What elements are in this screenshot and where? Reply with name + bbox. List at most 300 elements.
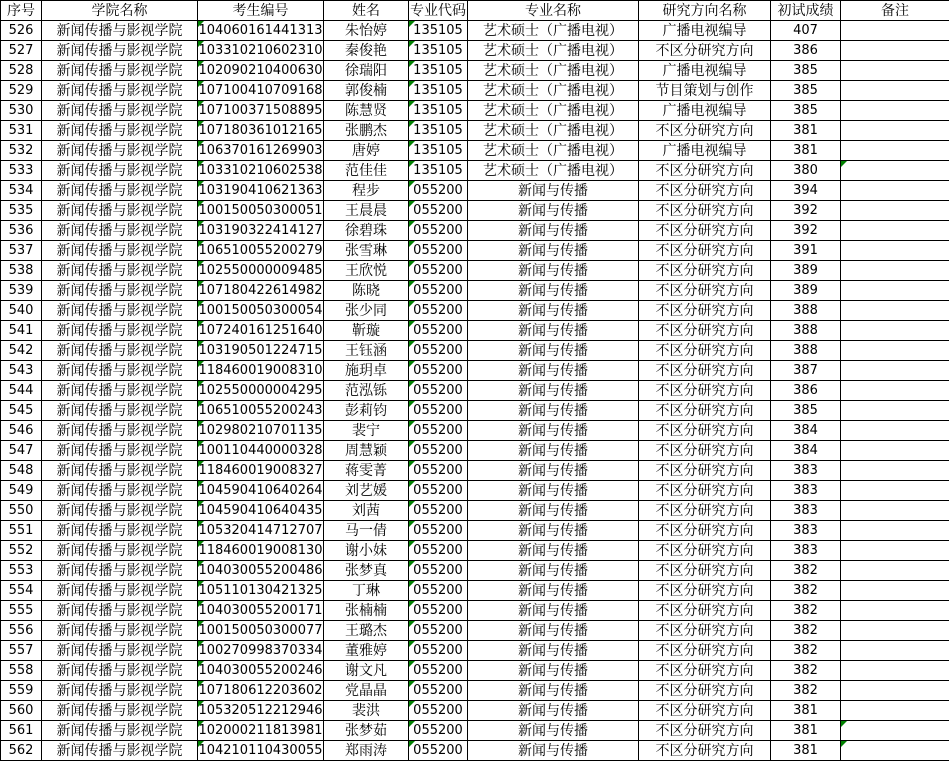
- cell-candidate_id[interactable]: [198, 81, 324, 101]
- cell-college[interactable]: [42, 401, 198, 421]
- cell-candidate_id[interactable]: [198, 281, 324, 301]
- cell-major_name[interactable]: [468, 181, 639, 201]
- cell-major_name[interactable]: [468, 141, 639, 161]
- cell-major_code[interactable]: [409, 101, 468, 121]
- cell-score[interactable]: [771, 281, 841, 301]
- cell-score[interactable]: [771, 221, 841, 241]
- cell-remark[interactable]: [841, 121, 949, 141]
- cell-college[interactable]: [42, 621, 198, 641]
- cell-direction[interactable]: [639, 701, 771, 721]
- cell-name[interactable]: [324, 421, 409, 441]
- cell-direction[interactable]: [639, 301, 771, 321]
- cell-major_name[interactable]: [468, 101, 639, 121]
- cell-candidate_id[interactable]: [198, 561, 324, 581]
- cell-college[interactable]: [42, 561, 198, 581]
- cell-index[interactable]: [1, 121, 42, 141]
- cell-score[interactable]: [771, 341, 841, 361]
- cell-major_name[interactable]: [468, 521, 639, 541]
- cell-direction[interactable]: [639, 341, 771, 361]
- cell-name[interactable]: [324, 361, 409, 381]
- cell-remark[interactable]: [841, 321, 949, 341]
- cell-index[interactable]: [1, 661, 42, 681]
- cell-major_name[interactable]: [468, 641, 639, 661]
- cell-major_code[interactable]: [409, 541, 468, 561]
- cell-score[interactable]: [771, 121, 841, 141]
- cell-name[interactable]: [324, 481, 409, 501]
- cell-major_code[interactable]: [409, 121, 468, 141]
- cell-index[interactable]: [1, 601, 42, 621]
- cell-index[interactable]: [1, 701, 42, 721]
- cell-candidate_id[interactable]: [198, 341, 324, 361]
- cell-index[interactable]: [1, 341, 42, 361]
- cell-direction[interactable]: [639, 461, 771, 481]
- cell-direction[interactable]: [639, 61, 771, 81]
- cell-college[interactable]: [42, 521, 198, 541]
- cell-index[interactable]: [1, 521, 42, 541]
- cell-index[interactable]: [1, 141, 42, 161]
- cell-college[interactable]: [42, 281, 198, 301]
- cell-major_name[interactable]: [468, 61, 639, 81]
- cell-major_code[interactable]: [409, 281, 468, 301]
- cell-name[interactable]: [324, 61, 409, 81]
- cell-candidate_id[interactable]: [198, 701, 324, 721]
- cell-remark[interactable]: [841, 641, 949, 661]
- cell-candidate_id[interactable]: [198, 41, 324, 61]
- cell-candidate_id[interactable]: [198, 321, 324, 341]
- cell-college[interactable]: [42, 341, 198, 361]
- cell-score[interactable]: [771, 141, 841, 161]
- cell-major_name[interactable]: [468, 281, 639, 301]
- cell-score[interactable]: [771, 61, 841, 81]
- cell-score[interactable]: [771, 441, 841, 461]
- cell-candidate_id[interactable]: [198, 401, 324, 421]
- cell-direction[interactable]: [639, 381, 771, 401]
- cell-remark[interactable]: [841, 161, 949, 181]
- cell-candidate_id[interactable]: [198, 521, 324, 541]
- cell-remark[interactable]: [841, 61, 949, 81]
- cell-name[interactable]: [324, 241, 409, 261]
- cell-score[interactable]: [771, 361, 841, 381]
- cell-index[interactable]: [1, 281, 42, 301]
- cell-direction[interactable]: [639, 401, 771, 421]
- cell-score[interactable]: [771, 561, 841, 581]
- cell-score[interactable]: [771, 101, 841, 121]
- cell-index[interactable]: [1, 681, 42, 701]
- cell-remark[interactable]: [841, 521, 949, 541]
- cell-candidate_id[interactable]: [198, 601, 324, 621]
- cell-direction[interactable]: [639, 641, 771, 661]
- cell-candidate_id[interactable]: [198, 741, 324, 761]
- cell-direction[interactable]: [639, 361, 771, 381]
- cell-index[interactable]: [1, 381, 42, 401]
- cell-score[interactable]: [771, 581, 841, 601]
- cell-major_name[interactable]: [468, 441, 639, 461]
- cell-remark[interactable]: [841, 201, 949, 221]
- cell-major_name[interactable]: [468, 241, 639, 261]
- cell-index[interactable]: [1, 161, 42, 181]
- cell-college[interactable]: [42, 741, 198, 761]
- cell-score[interactable]: [771, 161, 841, 181]
- cell-score[interactable]: [771, 321, 841, 341]
- cell-candidate_id[interactable]: [198, 101, 324, 121]
- cell-name[interactable]: [324, 281, 409, 301]
- cell-college[interactable]: [42, 141, 198, 161]
- cell-name[interactable]: [324, 741, 409, 761]
- cell-index[interactable]: [1, 481, 42, 501]
- cell-candidate_id[interactable]: [198, 301, 324, 321]
- cell-major_code[interactable]: [409, 41, 468, 61]
- cell-candidate_id[interactable]: [198, 501, 324, 521]
- column-header-direction[interactable]: 研究方向名称: [639, 1, 771, 21]
- cell-major_name[interactable]: [468, 501, 639, 521]
- cell-major_code[interactable]: [409, 301, 468, 321]
- cell-major_code[interactable]: [409, 21, 468, 41]
- cell-score[interactable]: [771, 541, 841, 561]
- cell-college[interactable]: [42, 481, 198, 501]
- cell-candidate_id[interactable]: [198, 61, 324, 81]
- cell-college[interactable]: [42, 601, 198, 621]
- cell-score[interactable]: [771, 701, 841, 721]
- cell-score[interactable]: [771, 241, 841, 261]
- cell-score[interactable]: [771, 181, 841, 201]
- cell-major_name[interactable]: [468, 541, 639, 561]
- cell-major_code[interactable]: [409, 221, 468, 241]
- cell-index[interactable]: [1, 561, 42, 581]
- cell-name[interactable]: [324, 21, 409, 41]
- cell-major_name[interactable]: [468, 361, 639, 381]
- cell-remark[interactable]: [841, 461, 949, 481]
- cell-name[interactable]: [324, 501, 409, 521]
- cell-major_code[interactable]: [409, 181, 468, 201]
- cell-index[interactable]: [1, 641, 42, 661]
- cell-index[interactable]: [1, 501, 42, 521]
- cell-major_name[interactable]: [468, 681, 639, 701]
- cell-direction[interactable]: [639, 541, 771, 561]
- cell-score[interactable]: [771, 661, 841, 681]
- column-header-candidate_id[interactable]: 考生编号: [198, 1, 324, 21]
- cell-direction[interactable]: [639, 661, 771, 681]
- cell-major_name[interactable]: [468, 561, 639, 581]
- cell-remark[interactable]: [841, 41, 949, 61]
- cell-major_code[interactable]: [409, 621, 468, 641]
- cell-index[interactable]: [1, 61, 42, 81]
- cell-direction[interactable]: [639, 621, 771, 641]
- cell-major_code[interactable]: [409, 601, 468, 621]
- cell-major_code[interactable]: [409, 161, 468, 181]
- cell-college[interactable]: [42, 581, 198, 601]
- cell-remark[interactable]: [841, 401, 949, 421]
- column-header-major_name[interactable]: 专业名称: [468, 1, 639, 21]
- cell-major_code[interactable]: [409, 481, 468, 501]
- cell-candidate_id[interactable]: [198, 421, 324, 441]
- cell-score[interactable]: [771, 641, 841, 661]
- cell-name[interactable]: [324, 641, 409, 661]
- cell-score[interactable]: [771, 621, 841, 641]
- cell-name[interactable]: [324, 621, 409, 641]
- cell-candidate_id[interactable]: [198, 461, 324, 481]
- cell-score[interactable]: [771, 421, 841, 441]
- cell-direction[interactable]: [639, 741, 771, 761]
- cell-candidate_id[interactable]: [198, 441, 324, 461]
- cell-candidate_id[interactable]: [198, 361, 324, 381]
- cell-major_name[interactable]: [468, 621, 639, 641]
- cell-major_code[interactable]: [409, 641, 468, 661]
- cell-college[interactable]: [42, 541, 198, 561]
- cell-major_code[interactable]: [409, 61, 468, 81]
- cell-name[interactable]: [324, 601, 409, 621]
- cell-index[interactable]: [1, 621, 42, 641]
- cell-index[interactable]: [1, 541, 42, 561]
- cell-index[interactable]: [1, 241, 42, 261]
- cell-score[interactable]: [771, 81, 841, 101]
- cell-name[interactable]: [324, 121, 409, 141]
- cell-college[interactable]: [42, 701, 198, 721]
- cell-index[interactable]: [1, 181, 42, 201]
- cell-direction[interactable]: [639, 521, 771, 541]
- cell-college[interactable]: [42, 361, 198, 381]
- cell-direction[interactable]: [639, 41, 771, 61]
- cell-name[interactable]: [324, 81, 409, 101]
- cell-candidate_id[interactable]: [198, 661, 324, 681]
- cell-direction[interactable]: [639, 81, 771, 101]
- cell-major_code[interactable]: [409, 741, 468, 761]
- cell-index[interactable]: [1, 101, 42, 121]
- cell-remark[interactable]: [841, 541, 949, 561]
- cell-candidate_id[interactable]: [198, 141, 324, 161]
- cell-index[interactable]: [1, 261, 42, 281]
- cell-remark[interactable]: [841, 681, 949, 701]
- cell-remark[interactable]: [841, 341, 949, 361]
- cell-index[interactable]: [1, 321, 42, 341]
- cell-remark[interactable]: [841, 481, 949, 501]
- cell-major_name[interactable]: [468, 121, 639, 141]
- cell-candidate_id[interactable]: [198, 121, 324, 141]
- cell-candidate_id[interactable]: [198, 481, 324, 501]
- cell-college[interactable]: [42, 661, 198, 681]
- cell-major_name[interactable]: [468, 701, 639, 721]
- cell-major_code[interactable]: [409, 241, 468, 261]
- cell-direction[interactable]: [639, 421, 771, 441]
- cell-college[interactable]: [42, 161, 198, 181]
- cell-major_name[interactable]: [468, 161, 639, 181]
- cell-index[interactable]: [1, 741, 42, 761]
- cell-major_code[interactable]: [409, 141, 468, 161]
- cell-major_code[interactable]: [409, 201, 468, 221]
- column-header-college[interactable]: 学院名称: [42, 1, 198, 21]
- cell-name[interactable]: [324, 541, 409, 561]
- cell-major_name[interactable]: [468, 661, 639, 681]
- cell-index[interactable]: [1, 421, 42, 441]
- cell-direction[interactable]: [639, 201, 771, 221]
- cell-major_code[interactable]: [409, 661, 468, 681]
- cell-score[interactable]: [771, 301, 841, 321]
- cell-major_code[interactable]: [409, 321, 468, 341]
- cell-score[interactable]: [771, 21, 841, 41]
- cell-major_name[interactable]: [468, 321, 639, 341]
- cell-major_code[interactable]: [409, 361, 468, 381]
- cell-index[interactable]: [1, 441, 42, 461]
- cell-remark[interactable]: [841, 581, 949, 601]
- cell-candidate_id[interactable]: [198, 241, 324, 261]
- cell-college[interactable]: [42, 241, 198, 261]
- cell-name[interactable]: [324, 701, 409, 721]
- cell-index[interactable]: [1, 221, 42, 241]
- cell-major_name[interactable]: [468, 201, 639, 221]
- cell-college[interactable]: [42, 181, 198, 201]
- cell-college[interactable]: [42, 421, 198, 441]
- cell-remark[interactable]: [841, 181, 949, 201]
- cell-name[interactable]: [324, 181, 409, 201]
- cell-major_code[interactable]: [409, 501, 468, 521]
- cell-remark[interactable]: [841, 141, 949, 161]
- cell-candidate_id[interactable]: [198, 201, 324, 221]
- cell-score[interactable]: [771, 681, 841, 701]
- cell-direction[interactable]: [639, 101, 771, 121]
- cell-direction[interactable]: [639, 181, 771, 201]
- cell-major_name[interactable]: [468, 261, 639, 281]
- cell-major_name[interactable]: [468, 581, 639, 601]
- cell-score[interactable]: [771, 501, 841, 521]
- cell-name[interactable]: [324, 441, 409, 461]
- column-header-score[interactable]: 初试成绩: [771, 1, 841, 21]
- cell-remark[interactable]: [841, 81, 949, 101]
- cell-remark[interactable]: [841, 21, 949, 41]
- cell-remark[interactable]: [841, 441, 949, 461]
- cell-direction[interactable]: [639, 321, 771, 341]
- cell-score[interactable]: [771, 261, 841, 281]
- cell-score[interactable]: [771, 601, 841, 621]
- cell-major_name[interactable]: [468, 41, 639, 61]
- cell-remark[interactable]: [841, 381, 949, 401]
- cell-major_name[interactable]: [468, 601, 639, 621]
- cell-direction[interactable]: [639, 241, 771, 261]
- cell-major_name[interactable]: [468, 81, 639, 101]
- cell-remark[interactable]: [841, 261, 949, 281]
- cell-index[interactable]: [1, 461, 42, 481]
- cell-direction[interactable]: [639, 581, 771, 601]
- cell-score[interactable]: [771, 741, 841, 761]
- cell-direction[interactable]: [639, 141, 771, 161]
- cell-remark[interactable]: [841, 101, 949, 121]
- cell-score[interactable]: [771, 201, 841, 221]
- cell-index[interactable]: [1, 21, 42, 41]
- cell-college[interactable]: [42, 261, 198, 281]
- cell-major_code[interactable]: [409, 421, 468, 441]
- cell-direction[interactable]: [639, 161, 771, 181]
- column-header-major_code[interactable]: 专业代码: [409, 1, 468, 21]
- cell-name[interactable]: [324, 661, 409, 681]
- cell-candidate_id[interactable]: [198, 681, 324, 701]
- cell-remark[interactable]: [841, 301, 949, 321]
- cell-remark[interactable]: [841, 561, 949, 581]
- cell-major_name[interactable]: [468, 401, 639, 421]
- cell-score[interactable]: [771, 401, 841, 421]
- cell-remark[interactable]: [841, 741, 949, 761]
- cell-name[interactable]: [324, 321, 409, 341]
- cell-name[interactable]: [324, 561, 409, 581]
- cell-name[interactable]: [324, 101, 409, 121]
- cell-major_code[interactable]: [409, 561, 468, 581]
- cell-direction[interactable]: [639, 441, 771, 461]
- cell-college[interactable]: [42, 21, 198, 41]
- cell-college[interactable]: [42, 221, 198, 241]
- cell-name[interactable]: [324, 521, 409, 541]
- cell-college[interactable]: [42, 201, 198, 221]
- cell-remark[interactable]: [841, 361, 949, 381]
- cell-major_name[interactable]: [468, 221, 639, 241]
- cell-index[interactable]: [1, 201, 42, 221]
- cell-college[interactable]: [42, 641, 198, 661]
- cell-index[interactable]: [1, 41, 42, 61]
- cell-name[interactable]: [324, 381, 409, 401]
- cell-major_code[interactable]: [409, 681, 468, 701]
- cell-index[interactable]: [1, 401, 42, 421]
- cell-college[interactable]: [42, 321, 198, 341]
- cell-candidate_id[interactable]: [198, 181, 324, 201]
- cell-remark[interactable]: [841, 661, 949, 681]
- cell-major_name[interactable]: [468, 481, 639, 501]
- cell-remark[interactable]: [841, 701, 949, 721]
- cell-candidate_id[interactable]: [198, 261, 324, 281]
- cell-direction[interactable]: [639, 221, 771, 241]
- cell-name[interactable]: [324, 201, 409, 221]
- column-header-index[interactable]: 序号: [1, 1, 42, 21]
- cell-index[interactable]: [1, 361, 42, 381]
- cell-major_code[interactable]: [409, 521, 468, 541]
- cell-score[interactable]: [771, 461, 841, 481]
- cell-candidate_id[interactable]: [198, 641, 324, 661]
- cell-remark[interactable]: [841, 221, 949, 241]
- cell-major_code[interactable]: [409, 381, 468, 401]
- cell-candidate_id[interactable]: [198, 21, 324, 41]
- cell-major_code[interactable]: [409, 81, 468, 101]
- cell-major_name[interactable]: [468, 301, 639, 321]
- cell-candidate_id[interactable]: [198, 541, 324, 561]
- column-header-remark[interactable]: 备注: [841, 1, 949, 21]
- cell-major_name[interactable]: [468, 341, 639, 361]
- cell-major_code[interactable]: [409, 461, 468, 481]
- cell-name[interactable]: [324, 581, 409, 601]
- cell-major_code[interactable]: [409, 341, 468, 361]
- cell-remark[interactable]: [841, 281, 949, 301]
- cell-major_name[interactable]: [468, 741, 639, 761]
- cell-college[interactable]: [42, 681, 198, 701]
- cell-major_code[interactable]: [409, 401, 468, 421]
- cell-remark[interactable]: [841, 241, 949, 261]
- cell-score[interactable]: [771, 41, 841, 61]
- cell-major_name[interactable]: [468, 421, 639, 441]
- cell-major_name[interactable]: [468, 21, 639, 41]
- cell-candidate_id[interactable]: [198, 161, 324, 181]
- cell-college[interactable]: [42, 41, 198, 61]
- cell-direction[interactable]: [639, 681, 771, 701]
- cell-major_code[interactable]: [409, 441, 468, 461]
- cell-candidate_id[interactable]: [198, 581, 324, 601]
- cell-direction[interactable]: [639, 21, 771, 41]
- cell-score[interactable]: [771, 481, 841, 501]
- cell-direction[interactable]: [639, 281, 771, 301]
- cell-major_code[interactable]: [409, 701, 468, 721]
- cell-major_code[interactable]: [409, 581, 468, 601]
- cell-name[interactable]: [324, 221, 409, 241]
- cell-name[interactable]: [324, 401, 409, 421]
- cell-remark[interactable]: [841, 601, 949, 621]
- cell-name[interactable]: [324, 161, 409, 181]
- cell-remark[interactable]: [841, 621, 949, 641]
- cell-college[interactable]: [42, 461, 198, 481]
- cell-score[interactable]: [771, 381, 841, 401]
- cell-remark[interactable]: [841, 501, 949, 521]
